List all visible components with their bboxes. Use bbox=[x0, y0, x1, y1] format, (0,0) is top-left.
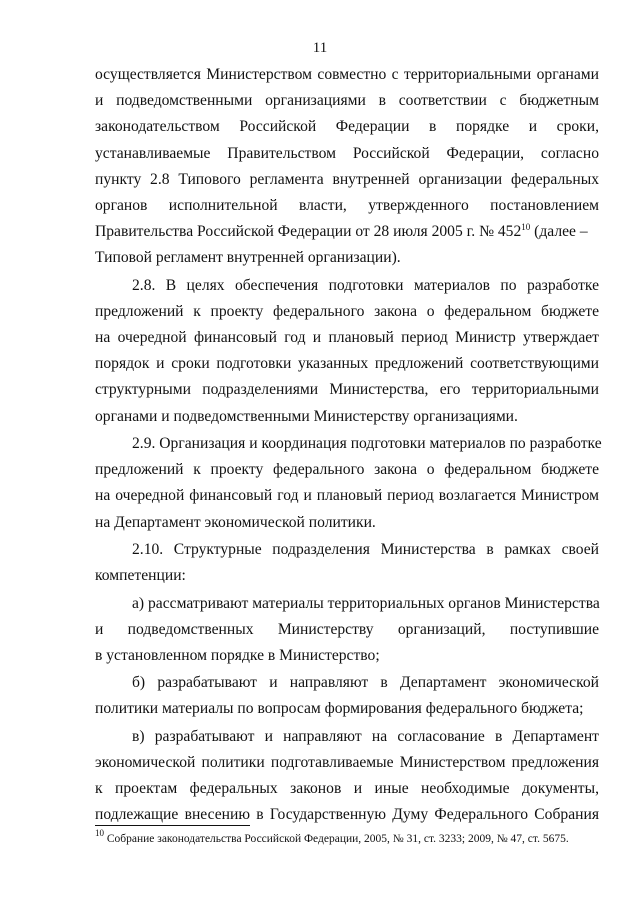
footnote-reference: 10 bbox=[521, 222, 531, 233]
text-line: компетенции: bbox=[95, 567, 186, 585]
text-line: осуществляется Министерством совместно с территориальными органами bbox=[95, 66, 599, 83]
text-line: экономической политики подготавливаемые Министерством предложения bbox=[95, 754, 599, 771]
text-line: б) разрабатывают и направляют в Департамент экономической bbox=[132, 674, 599, 692]
text-line: политики материалы по вопросам формирования федерального бюджета; bbox=[95, 700, 584, 718]
page-number: 11 bbox=[312, 40, 328, 56]
text-line: в установленном порядке в Министерство; bbox=[95, 646, 380, 664]
text-line: 2.8. В целях обеспечения подготовки материалов по разработке bbox=[132, 276, 599, 294]
paragraph-2-9 bbox=[95, 431, 602, 536]
text-line: 2.10. Структурные подразделения Министерства в рамках своей bbox=[132, 540, 599, 558]
text-line: на очередной финансовый год и плановый период возлагается Министром bbox=[95, 487, 599, 505]
text-line: законодательством Российской Федерации в порядке и сроки, bbox=[95, 118, 599, 136]
text-line: структурными подразделениями Министерства, его территориальными bbox=[95, 381, 599, 399]
text-line: подлежащие внесению в Государственную Думу Федерального Собрания bbox=[95, 806, 599, 824]
list-item-v bbox=[95, 724, 599, 829]
body-text bbox=[95, 62, 602, 829]
text-line: устанавливаемые Правительством Российской Федерации, согласно bbox=[95, 144, 599, 162]
text-line: порядок и сроки подготовки указанных предложений соответствующими bbox=[95, 355, 599, 373]
text-line: на очередной финансовый год и плановый период Министр утверждает bbox=[95, 329, 599, 347]
paragraph-continuation bbox=[95, 62, 599, 272]
text-line: к проектам федеральных законов и иные необходимые документы, bbox=[95, 780, 599, 798]
footnote-divider bbox=[95, 825, 250, 826]
text-line: на Департамент экономической политики. bbox=[95, 513, 376, 531]
footnote-mark: 10 bbox=[95, 828, 104, 838]
paragraph-2-8 bbox=[95, 273, 599, 430]
text-line-with-footnote-ref bbox=[95, 219, 599, 245]
list-item-b bbox=[95, 670, 599, 722]
text-line: органами и подведомственными Министерству организациями. bbox=[95, 407, 518, 425]
paragraph-2-10 bbox=[95, 537, 599, 589]
text-line: 2.9. Организация и координация подготовки материалов по разработке bbox=[132, 435, 602, 452]
text-line: органов исполнительной власти, утвержденного постановлением bbox=[95, 196, 599, 214]
list-item-a bbox=[95, 591, 599, 670]
text-line: Типовой регламент внутренней организации). bbox=[95, 249, 401, 267]
text-line: предложений к проекту федерального закона о федеральном бюджете bbox=[95, 461, 599, 479]
footnote-text: Собрание законодательства Российской Федерации, 2005, № 31, ст. 3233; 2009, № 47, ст. 5675. bbox=[104, 833, 569, 845]
text-fragment: Правительства Российской Федерации от 28 июля 2005 г. № 452 bbox=[95, 223, 522, 241]
text-line: в) разрабатывают и направляют на согласование в Департамент bbox=[132, 727, 599, 745]
text-line: и подведомственными организациями в соответствии с бюджетным bbox=[95, 92, 599, 110]
text-line: предложений к проекту федерального закона о федеральном бюджете bbox=[95, 302, 599, 320]
text-line: а) рассматривают материалы территориальных органов Министерства bbox=[132, 594, 600, 612]
text-line: пункту 2.8 Типового регламента внутренней организации федеральных bbox=[95, 170, 599, 188]
footnote bbox=[95, 828, 599, 846]
text-line: и подведомственных Министерству организаций, поступившие bbox=[95, 620, 599, 638]
text-fragment: (далее – bbox=[530, 223, 588, 241]
